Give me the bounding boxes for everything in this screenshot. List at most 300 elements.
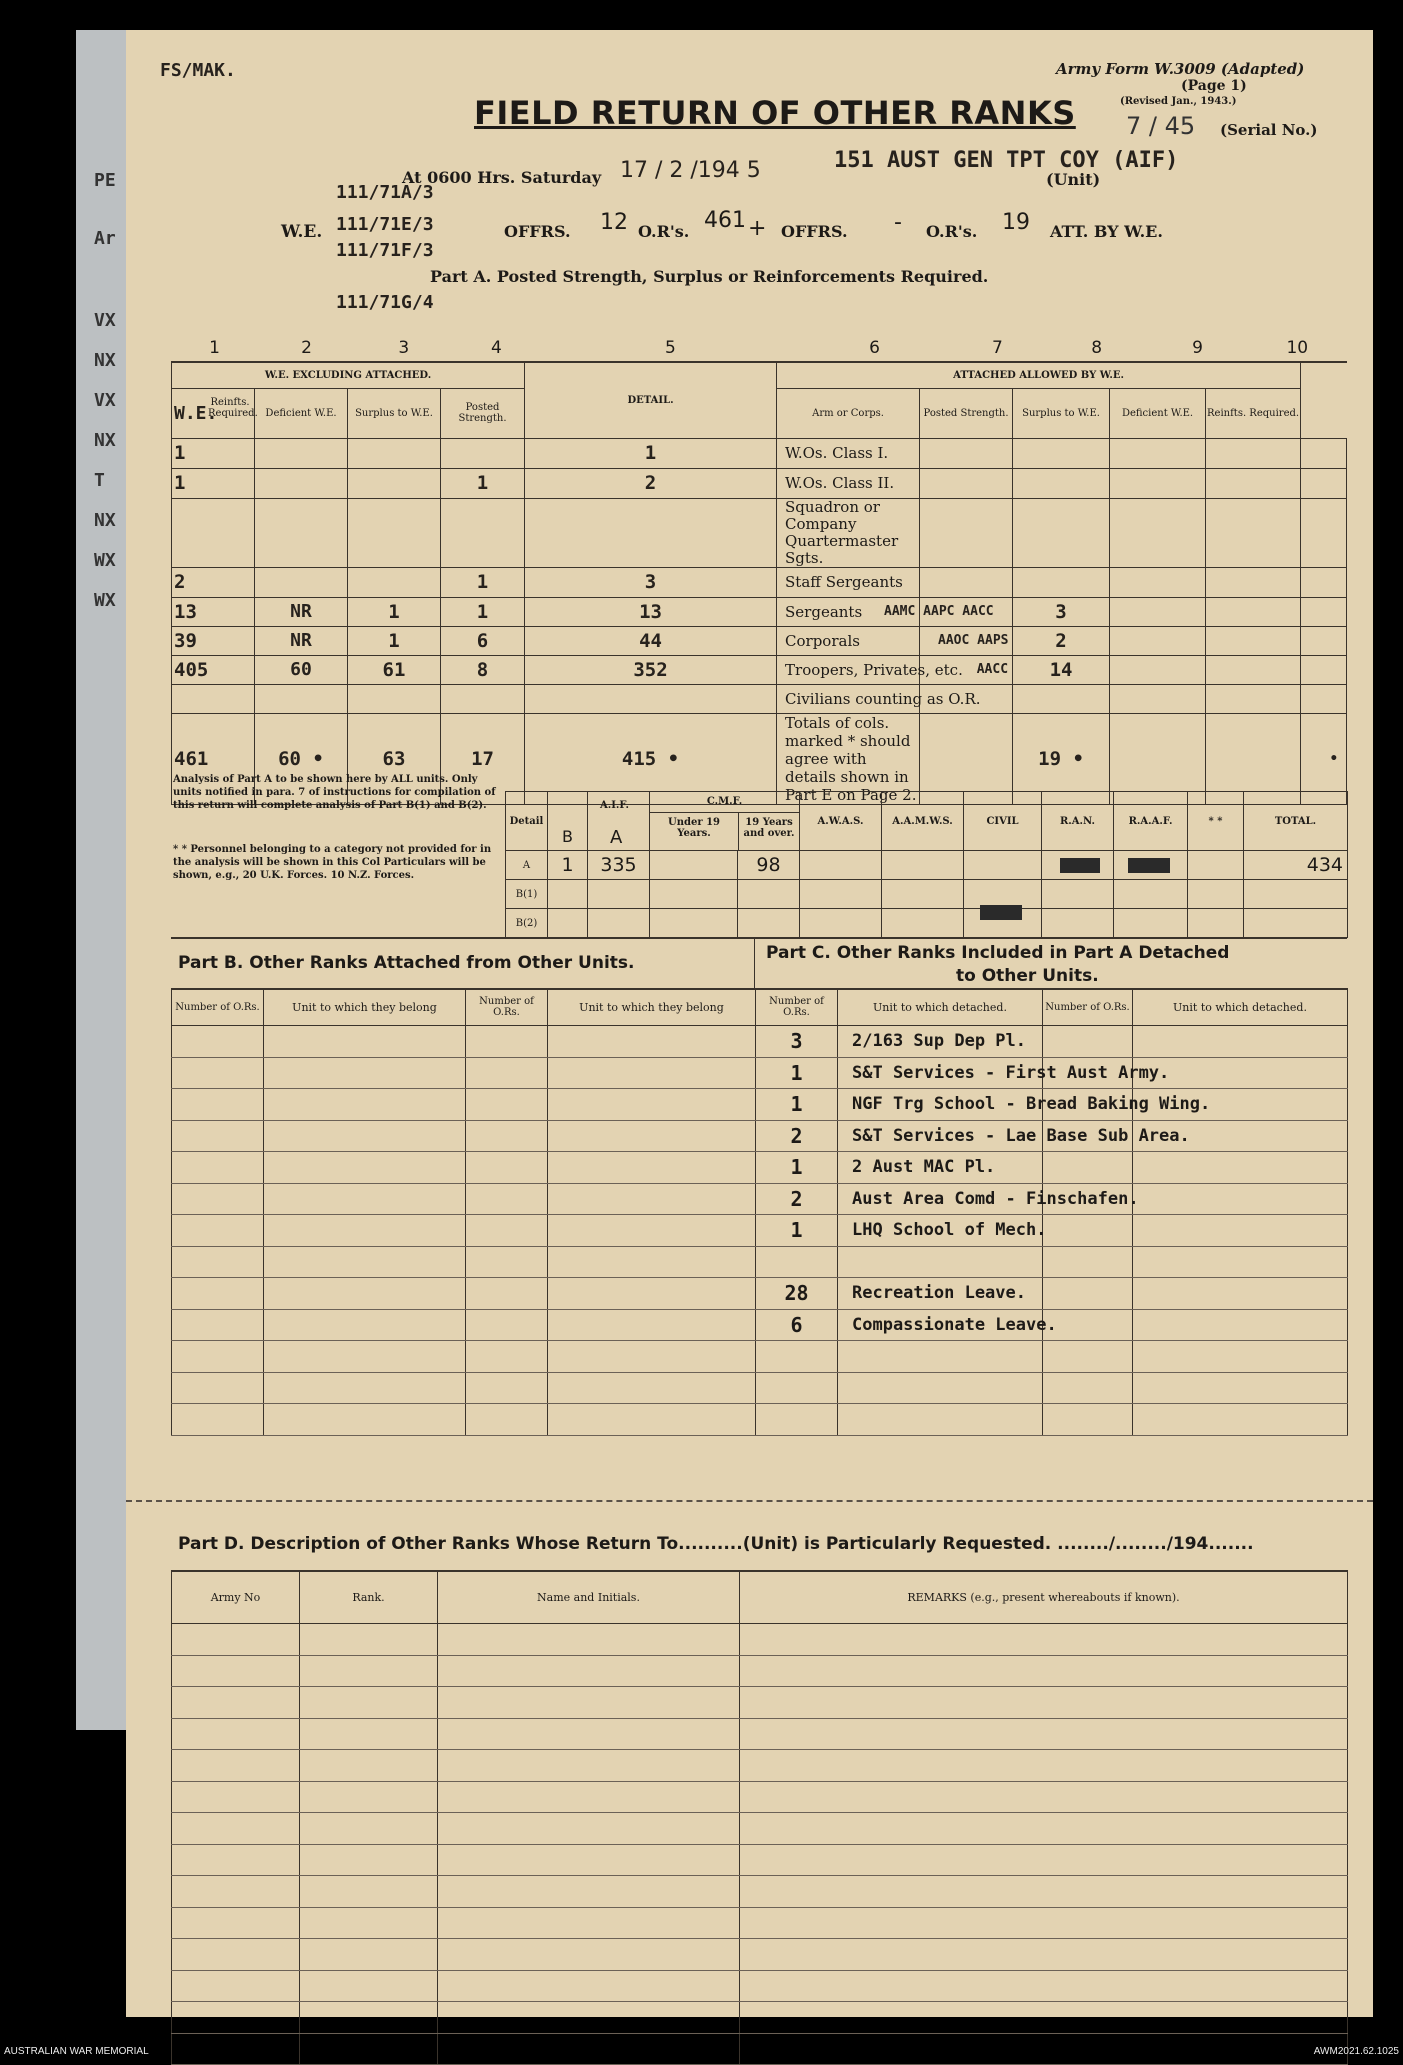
parts-bc-grid bbox=[171, 988, 1348, 1026]
detached-count: 1 bbox=[756, 1215, 838, 1247]
underlying-text: PE bbox=[94, 170, 116, 191]
surp-cell: 6 bbox=[441, 626, 525, 655]
table-cell bbox=[264, 1120, 466, 1152]
detached-count bbox=[756, 1246, 838, 1278]
detached-unit: 2/163 Sup Dep Pl. bbox=[838, 1026, 1043, 1058]
table-cell bbox=[1133, 1026, 1348, 1058]
total-col: TOTAL. bbox=[1244, 792, 1348, 851]
part-b-title: Part B. Other Ranks Attached from Other Units. bbox=[178, 953, 634, 973]
underlying-text: NX bbox=[94, 350, 116, 371]
table-cell bbox=[172, 1309, 264, 1341]
table-cell bbox=[438, 1655, 740, 1687]
detail-cell: W.Os. Class I. bbox=[777, 438, 920, 468]
table-cell bbox=[1133, 1372, 1348, 1404]
table-row bbox=[172, 468, 1347, 498]
table-cell bbox=[300, 2033, 438, 2065]
c-num-header: Number of O.Rs. bbox=[756, 989, 838, 1025]
table-cell bbox=[300, 1624, 438, 1656]
reinf2-header: Reinfts. Required. bbox=[1206, 388, 1301, 438]
table-cell bbox=[466, 1089, 548, 1121]
form-name: Army Form W.3009 (Adapted) bbox=[1056, 60, 1304, 78]
table-row bbox=[172, 1309, 1348, 1341]
table-cell bbox=[466, 1057, 548, 1089]
table-cell bbox=[172, 1026, 264, 1058]
col-num: 3 bbox=[355, 335, 452, 361]
detached-unit: S&T Services - First Aust Army. bbox=[838, 1057, 1043, 1089]
table-cell bbox=[264, 1404, 466, 1436]
underlying-text: VX bbox=[94, 390, 116, 411]
redaction-block bbox=[980, 905, 1022, 920]
table-cell bbox=[838, 1404, 1043, 1436]
table-cell bbox=[466, 1183, 548, 1215]
table-cell bbox=[438, 1781, 740, 1813]
group-right-header: ATTACHED ALLOWED BY W.E. bbox=[777, 362, 1301, 388]
table-row bbox=[172, 1939, 1348, 1971]
table-cell bbox=[548, 1152, 756, 1184]
under19-cell bbox=[650, 851, 738, 880]
arm-cell bbox=[920, 468, 1013, 498]
table-cell bbox=[1043, 1152, 1133, 1184]
detached-count: 2 bbox=[756, 1183, 838, 1215]
arm-cell bbox=[920, 567, 1013, 597]
posted-cell: 13 bbox=[525, 597, 777, 626]
awas-col: A.W.A.S. bbox=[800, 792, 882, 851]
detached-count: 1 bbox=[756, 1089, 838, 1121]
table-row bbox=[172, 1120, 1348, 1152]
we-col-label: W.E. bbox=[174, 403, 217, 424]
table-cell bbox=[1043, 1215, 1133, 1247]
totals-detail: Totals of cols. marked * should agree with details shown in Part E on Page 2. bbox=[777, 713, 920, 804]
reinf-label: Reinfts. Required. bbox=[208, 397, 252, 419]
posted2-header: Posted Strength. bbox=[920, 388, 1013, 438]
offrs2-value: - bbox=[894, 210, 902, 235]
def-cell bbox=[348, 468, 441, 498]
table-cell bbox=[172, 1813, 300, 1845]
table-cell bbox=[548, 1341, 756, 1373]
total-cell: 434 bbox=[1244, 851, 1348, 880]
posted-cell bbox=[525, 684, 777, 713]
table-cell bbox=[838, 1341, 1043, 1373]
revised-note: (Revised Jan., 1943.) bbox=[1120, 96, 1236, 107]
arm-cell bbox=[920, 438, 1013, 468]
part-d-title: Part D. Description of Other Ranks Whose Return To..........(Unit) is Particularly Requested. ......../......../194....... bbox=[178, 1534, 1254, 1554]
table-cell bbox=[438, 1687, 740, 1719]
surp-cell bbox=[441, 684, 525, 713]
table-cell bbox=[740, 1718, 1348, 1750]
table-cell bbox=[1133, 1183, 1348, 1215]
we-cell bbox=[172, 498, 255, 567]
over19-cell bbox=[738, 909, 800, 938]
table-cell bbox=[172, 1089, 264, 1121]
table-cell bbox=[548, 1372, 756, 1404]
table-cell bbox=[300, 1750, 438, 1782]
table-cell bbox=[1133, 1341, 1348, 1373]
table-cell bbox=[172, 1278, 264, 1310]
b-cell bbox=[548, 880, 588, 909]
table-cell bbox=[1043, 1026, 1133, 1058]
table-row bbox=[172, 1781, 1348, 1813]
col-num: 7 bbox=[949, 335, 1046, 361]
parts-bc-table bbox=[171, 988, 1347, 1436]
table-cell bbox=[300, 1813, 438, 1845]
divider bbox=[754, 937, 755, 988]
we-label: W.E. bbox=[281, 222, 322, 242]
c-unit-header-2: Unit to which detached. bbox=[1133, 989, 1348, 1025]
table-cell bbox=[740, 1750, 1348, 1782]
we-cell: 2 bbox=[172, 567, 255, 597]
posted-total: 415 • bbox=[525, 713, 777, 804]
b-unit-header-2: Unit to which they belong bbox=[548, 989, 756, 1025]
table-cell bbox=[172, 1246, 264, 1278]
table-cell bbox=[172, 1687, 300, 1719]
table-row bbox=[172, 1750, 1348, 1782]
table-cell bbox=[548, 1026, 756, 1058]
we-code-3: 111/71F/3 bbox=[336, 240, 434, 261]
posted2-cell: 14 bbox=[1013, 655, 1110, 684]
reinf-cell bbox=[255, 684, 348, 713]
table-cell bbox=[1043, 1278, 1133, 1310]
serial-label: (Serial No.) bbox=[1220, 121, 1318, 139]
detached-unit: Aust Area Comd - Finschafen. bbox=[838, 1183, 1043, 1215]
table-cell bbox=[548, 1183, 756, 1215]
col-num: 4 bbox=[452, 335, 540, 361]
col-num: 5 bbox=[540, 335, 800, 361]
divider bbox=[171, 937, 1347, 939]
ran-col: R.A.N. bbox=[1042, 792, 1114, 851]
table-cell bbox=[172, 2002, 300, 2034]
def-cell: 1 bbox=[348, 626, 441, 655]
plus-sign: + bbox=[748, 216, 766, 241]
table-cell bbox=[740, 1781, 1348, 1813]
detached-unit: 2 Aust MAC Pl. bbox=[838, 1152, 1043, 1184]
civil-cell bbox=[964, 909, 1042, 938]
surp-cell: 1 bbox=[441, 597, 525, 626]
over19-cell: 98 bbox=[738, 851, 800, 880]
posted-cell: 352 bbox=[525, 655, 777, 684]
col-num: 2 bbox=[258, 335, 355, 361]
table-cell bbox=[548, 1404, 756, 1436]
table-cell bbox=[172, 1057, 264, 1089]
table-cell bbox=[756, 1341, 838, 1373]
surplus2-header: Surplus to W.E. bbox=[1013, 388, 1110, 438]
c-num-header-2: Number of O.Rs. bbox=[1043, 989, 1133, 1025]
table-row bbox=[172, 684, 1347, 713]
table-cell bbox=[172, 1844, 300, 1876]
table-cell bbox=[1133, 1278, 1348, 1310]
detail-cell: W.Os. Class II. bbox=[777, 468, 920, 498]
table-cell bbox=[548, 1215, 756, 1247]
table-cell bbox=[264, 1089, 466, 1121]
we-code-4: 111/71G/4 bbox=[336, 292, 434, 313]
table-cell bbox=[1043, 1246, 1133, 1278]
table-cell bbox=[172, 1655, 300, 1687]
table-cell bbox=[264, 1183, 466, 1215]
detail-cell: Staff Sergeants bbox=[777, 567, 920, 597]
detached-unit: Recreation Leave. bbox=[838, 1278, 1043, 1310]
def-cell: 1 bbox=[348, 597, 441, 626]
table-cell bbox=[438, 1718, 740, 1750]
table-cell bbox=[172, 1624, 300, 1656]
redaction-block bbox=[1128, 858, 1170, 873]
redaction-block bbox=[1060, 858, 1100, 873]
table-row bbox=[172, 498, 1347, 567]
table-row bbox=[172, 1183, 1348, 1215]
at-label: At 0600 Hrs. Saturday bbox=[402, 168, 601, 187]
b-label: B bbox=[562, 827, 573, 846]
table-cell bbox=[740, 1907, 1348, 1939]
rank-header: Rank. bbox=[300, 1571, 438, 1623]
we-cell: 13 bbox=[172, 597, 255, 626]
table-cell bbox=[740, 1813, 1348, 1845]
table-cell bbox=[172, 1404, 264, 1436]
table-cell bbox=[172, 1215, 264, 1247]
civil-col: CIVIL bbox=[964, 792, 1042, 851]
table-cell bbox=[740, 2033, 1348, 2065]
we-cell: 1 bbox=[172, 468, 255, 498]
table-cell bbox=[1133, 1404, 1348, 1436]
posted2-total: 19 • bbox=[1013, 713, 1110, 804]
underlying-text: WX bbox=[94, 550, 116, 571]
table-cell bbox=[1133, 1152, 1348, 1184]
table-row bbox=[172, 438, 1347, 468]
posted-cell: 1 bbox=[525, 438, 777, 468]
perforation-line bbox=[126, 1500, 1373, 1502]
detail-cell: Civilians counting as O.R. bbox=[777, 684, 920, 713]
under19-cell bbox=[650, 880, 738, 909]
arm-cell: AAMC AAPC AACC bbox=[884, 597, 977, 626]
table-row bbox=[172, 1718, 1348, 1750]
form-sheet bbox=[126, 30, 1373, 2017]
table-cell bbox=[548, 1057, 756, 1089]
part-d-body bbox=[171, 1624, 1348, 2065]
table-row bbox=[172, 1970, 1348, 2002]
analysis-table bbox=[505, 791, 1348, 938]
aamws-col: A.A.M.W.S. bbox=[882, 792, 964, 851]
table-cell bbox=[466, 1404, 548, 1436]
analysis-note-2: * * Personnel belonging to a category not provided for in the analysis will be shown in this Col Particulars will be shown, e.g., 20 U.K. Forces. 10 N.Z. Forces. bbox=[173, 843, 503, 882]
table-row bbox=[172, 1687, 1348, 1719]
detached-count: 1 bbox=[756, 1057, 838, 1089]
surp-total: 17 bbox=[441, 713, 525, 804]
table-cell bbox=[466, 1026, 548, 1058]
table-row bbox=[172, 2033, 1348, 2065]
table-row bbox=[172, 2002, 1348, 2034]
offrs2-label: OFFRS. bbox=[781, 222, 848, 241]
table-cell bbox=[740, 1876, 1348, 1908]
parts-bc-body bbox=[171, 1026, 1348, 1436]
detail-cell: Squadron or Company Quartermaster Sgts. bbox=[777, 498, 920, 567]
table-row bbox=[172, 1404, 1348, 1436]
part-c-title: Part C. Other Ranks Included in Part A Detached bbox=[766, 943, 1229, 963]
detail-cell: Corporals bbox=[777, 626, 920, 655]
table-cell bbox=[172, 1152, 264, 1184]
table-cell bbox=[172, 2033, 300, 2065]
raaf-col: R.A.A.F. bbox=[1114, 792, 1188, 851]
detail-header: DETAIL. bbox=[525, 362, 777, 438]
posted-header: Posted Strength. bbox=[441, 388, 525, 438]
table-cell bbox=[172, 1341, 264, 1373]
table-row bbox=[172, 655, 1347, 684]
col-num: 8 bbox=[1046, 335, 1147, 361]
table-cell bbox=[172, 1183, 264, 1215]
table-cell bbox=[756, 1404, 838, 1436]
table-cell bbox=[172, 1750, 300, 1782]
table-cell bbox=[172, 1876, 300, 1908]
posted2-cell bbox=[1013, 684, 1110, 713]
surp-cell: 1 bbox=[441, 468, 525, 498]
table-row bbox=[172, 1057, 1348, 1089]
table-row bbox=[172, 597, 1347, 626]
file-ref: FS/MAK. bbox=[160, 60, 236, 81]
col-num: 6 bbox=[800, 335, 948, 361]
table-cell bbox=[740, 1655, 1348, 1687]
table-row bbox=[172, 1089, 1348, 1121]
surp-cell bbox=[441, 438, 525, 468]
table-cell bbox=[264, 1246, 466, 1278]
detached-unit: LHQ School of Mech. bbox=[838, 1215, 1043, 1247]
table-cell bbox=[172, 1781, 300, 1813]
detail-cell: Sergeants bbox=[777, 597, 920, 626]
table-cell bbox=[466, 1341, 548, 1373]
ors2-label: O.R's. bbox=[926, 222, 977, 241]
table-cell bbox=[438, 1876, 740, 1908]
table-cell bbox=[466, 1120, 548, 1152]
table-row bbox=[172, 1152, 1348, 1184]
b-cell: 1 bbox=[548, 851, 588, 880]
other-col: * * bbox=[1188, 792, 1244, 851]
underlying-text: T bbox=[94, 470, 105, 491]
detail-col: Detail bbox=[506, 792, 548, 851]
table-row bbox=[172, 1246, 1348, 1278]
unit-label: (Unit) bbox=[1046, 170, 1100, 189]
table-cell bbox=[300, 2002, 438, 2034]
reinf-cell: NR bbox=[255, 626, 348, 655]
table-cell bbox=[466, 1372, 548, 1404]
reinf-cell bbox=[255, 438, 348, 468]
unit-name: 151 AUST GEN TPT COY (AIF) bbox=[834, 148, 1178, 173]
reinf2-total: • bbox=[1301, 713, 1347, 804]
reinf-cell bbox=[255, 468, 348, 498]
table-cell bbox=[264, 1026, 466, 1058]
posted-cell bbox=[525, 498, 777, 567]
table-row bbox=[172, 1341, 1348, 1373]
under19-cell bbox=[650, 909, 738, 938]
def-cell bbox=[348, 438, 441, 468]
posted2-cell bbox=[1013, 498, 1110, 567]
table-cell bbox=[1043, 1372, 1133, 1404]
table-cell bbox=[264, 1278, 466, 1310]
table-cell bbox=[548, 1246, 756, 1278]
remarks-header: REMARKS (e.g., present whereabouts if known). bbox=[740, 1571, 1348, 1623]
table-cell bbox=[1133, 1309, 1348, 1341]
table-cell bbox=[1043, 1341, 1133, 1373]
table-cell bbox=[548, 1309, 756, 1341]
name-header: Name and Initials. bbox=[438, 1571, 740, 1623]
ran-cell bbox=[1042, 851, 1114, 880]
page-title: FIELD RETURN OF OTHER RANKS bbox=[474, 94, 1076, 132]
table-cell bbox=[300, 1876, 438, 1908]
cmf-label: C.M.F. bbox=[650, 792, 799, 813]
under19-label: Under 19 Years. bbox=[650, 813, 739, 850]
table-cell bbox=[300, 1939, 438, 1971]
total-cell bbox=[1244, 909, 1348, 938]
def-cell: 61 bbox=[348, 655, 441, 684]
b-num-header-2: Number of O.Rs. bbox=[466, 989, 548, 1025]
posted2-cell: 2 bbox=[1013, 626, 1110, 655]
col-num: 1 bbox=[171, 335, 258, 361]
table-cell bbox=[438, 1844, 740, 1876]
table-cell bbox=[740, 1687, 1348, 1719]
att-label: ATT. BY W.E. bbox=[1050, 222, 1163, 241]
offrs-value: 12 bbox=[600, 210, 628, 235]
surp-cell: 8 bbox=[441, 655, 525, 684]
footer-left: AUSTRALIAN WAR MEMORIAL bbox=[4, 2046, 149, 2057]
part-d-header bbox=[171, 1570, 1348, 1624]
row-label: A bbox=[506, 851, 548, 880]
table-cell bbox=[740, 1970, 1348, 2002]
table-row bbox=[172, 1876, 1348, 1908]
b-unit-header: Unit to which they belong bbox=[264, 989, 466, 1025]
table-cell bbox=[838, 1372, 1043, 1404]
def-cell bbox=[348, 567, 441, 597]
table-cell bbox=[438, 1970, 740, 2002]
table-cell bbox=[466, 1278, 548, 1310]
arm-corps-header: Arm or Corps. bbox=[777, 388, 920, 438]
aif-cell: 335 bbox=[588, 851, 650, 880]
table-cell bbox=[1133, 1246, 1348, 1278]
table-cell bbox=[264, 1152, 466, 1184]
we-cell: 39 bbox=[172, 626, 255, 655]
table-cell bbox=[300, 1687, 438, 1719]
detached-count: 1 bbox=[756, 1152, 838, 1184]
table-cell bbox=[172, 1372, 264, 1404]
table-row bbox=[172, 626, 1347, 655]
table-row bbox=[172, 1215, 1348, 1247]
def-cell bbox=[348, 684, 441, 713]
we-total: 461 bbox=[172, 713, 255, 804]
offrs-label: OFFRS. bbox=[504, 222, 571, 241]
arm-cell bbox=[920, 498, 1013, 567]
we-code-2: 111/71E/3 bbox=[336, 214, 434, 235]
reinf-total: 60 • bbox=[255, 713, 348, 804]
table-cell bbox=[438, 2033, 740, 2065]
aif-mark: A bbox=[610, 827, 622, 848]
total-cell bbox=[1244, 880, 1348, 909]
arm-cell: AAOC AAPS bbox=[920, 626, 1013, 655]
table-row bbox=[172, 1372, 1348, 1404]
table-cell bbox=[172, 1120, 264, 1152]
posted2-cell bbox=[1013, 438, 1110, 468]
col-num: 10 bbox=[1248, 335, 1347, 361]
table-cell bbox=[756, 1372, 838, 1404]
table-cell bbox=[740, 1939, 1348, 1971]
row-label: B(2) bbox=[506, 909, 548, 938]
table-row bbox=[172, 1026, 1348, 1058]
table-cell bbox=[264, 1309, 466, 1341]
cmf-col bbox=[650, 792, 800, 851]
over19-cell bbox=[738, 880, 800, 909]
table-cell bbox=[438, 1939, 740, 1971]
underlying-text: VX bbox=[94, 310, 116, 331]
col-num: 9 bbox=[1147, 335, 1247, 361]
table-cell bbox=[300, 1655, 438, 1687]
we-cell bbox=[172, 684, 255, 713]
table-cell bbox=[172, 1907, 300, 1939]
detached-count: 2 bbox=[756, 1120, 838, 1152]
underlying-text: NX bbox=[94, 430, 116, 451]
c-unit-header: Unit to which detached. bbox=[838, 989, 1043, 1025]
part-d-table bbox=[171, 1570, 1347, 2065]
